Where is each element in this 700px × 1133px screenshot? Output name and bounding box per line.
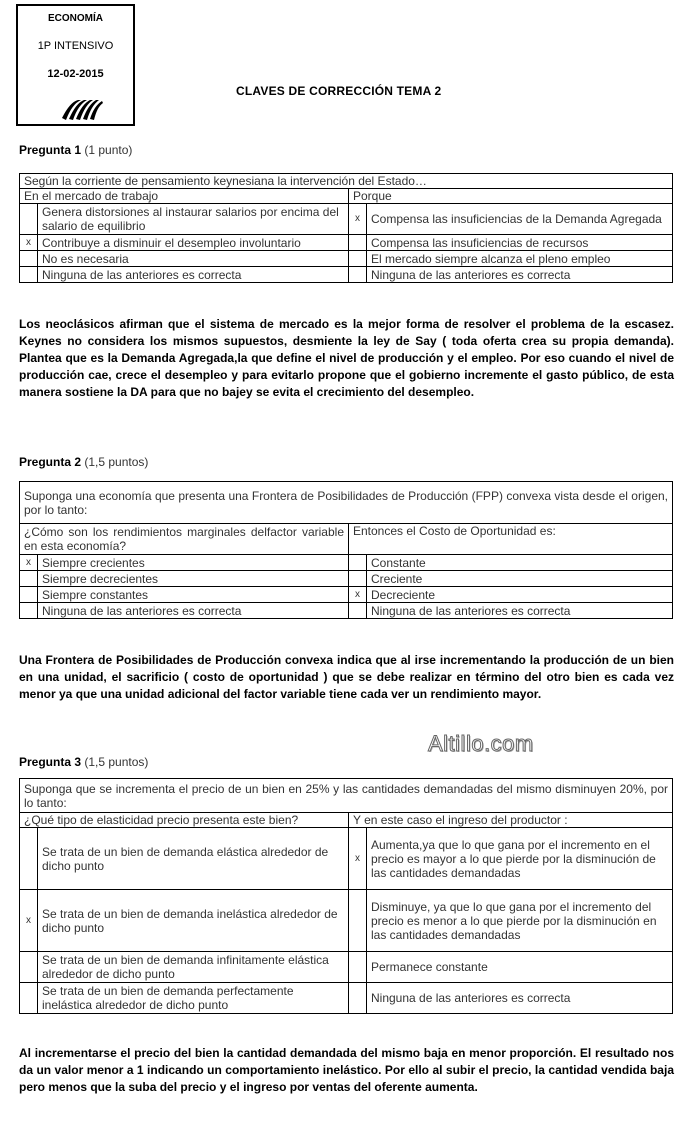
question-2-heading [19, 455, 148, 469]
answer-mark [20, 251, 38, 267]
question-2-col-right: Entonces el Costo de Oportunidad es: [349, 524, 673, 555]
answer-mark [20, 828, 38, 890]
course-label: 1P INTENSIVO [37, 40, 114, 52]
question-2-explanation: Una Frontera de Posibilidades de Producción convexa indica que al irse incrementando la producción de un bien en una unidad, el sacrificio ( costo de oportunidad ) que se debe realizar en término del otro bien es cada vez menor ya que una unidad adicional del factor variable tiene cada ver un rendimiento mayor. [19, 653, 674, 701]
question-1-points: (1 punto) [84, 143, 133, 157]
option-text: Decreciente [367, 587, 673, 603]
option-text: Se trata de un bien de demanda perfectamente inelástica alrededor de dicho punto [38, 983, 349, 1014]
option-text: Compensa las insuficiencias de recursos [367, 235, 673, 251]
option-text: Ninguna de las anteriores es correcta [38, 603, 349, 619]
answer-mark: x [349, 204, 367, 235]
option-text: Siempre constantes [38, 587, 349, 603]
answer-mark: x [20, 235, 38, 251]
question-2-col-left: ¿Cómo son los rendimientos marginales delfactor variable en esta economía? [20, 524, 349, 555]
question-2-label: Pregunta 2 [19, 455, 82, 469]
option-text: Disminuye, ya que lo que gana por el incremento del precio es menor a lo que pierde por la disminución en las cantidades demandadas [367, 890, 673, 952]
answer-mark: x [20, 890, 38, 952]
option-text: Ninguna de las anteriores es correcta [367, 983, 673, 1014]
question-1-col-right: Porque [349, 189, 673, 204]
question-3-col-left: ¿Qué tipo de elasticidad precio presenta este bien? [20, 813, 349, 828]
question-3-col-right: Y en este caso el ingreso del productor : [349, 813, 673, 828]
option-text: Contribuye a disminuir el desempleo involuntario [38, 235, 349, 251]
watermark-logo: Altillo.com [428, 731, 534, 756]
question-3-table [19, 778, 673, 1014]
option-text: Siempre crecientes [38, 555, 349, 571]
question-2-statement: Suponga una economía que presenta una Frontera de Posibilidades de Producción (FPP) convexa vista desde el origen, por lo tanto: [20, 482, 673, 524]
stripes-logo-icon [60, 98, 104, 122]
answer-mark: x [349, 587, 367, 603]
question-1-heading [19, 143, 132, 157]
answer-mark [349, 952, 367, 983]
option-text: Compensa las insuficiencias de la Demanda Agregada [367, 204, 673, 235]
answer-mark [349, 890, 367, 952]
option-text: Ninguna de las anteriores es correcta [367, 603, 673, 619]
option-text: No es necesaria [38, 251, 349, 267]
option-text: Siempre decrecientes [38, 571, 349, 587]
date-label: 12-02-2015 [47, 68, 104, 80]
document-title: CLAVES DE CORRECCIÓN TEMA 2 [236, 84, 442, 98]
question-3-statement: Suponga que se incrementa el precio de un bien en 25% y las cantidades demandadas del mismo disminuyen 20%, por lo tanto: [20, 779, 673, 813]
answer-mark [349, 603, 367, 619]
option-text: El mercado siempre alcanza el pleno empleo [367, 251, 673, 267]
answer-mark [349, 983, 367, 1014]
question-1-label: Pregunta 1 [19, 143, 82, 157]
option-text: Ninguna de las anteriores es correcta [38, 267, 349, 283]
answer-mark [20, 267, 38, 283]
option-text: Permanece constante [367, 952, 673, 983]
answer-mark [349, 571, 367, 587]
question-1-table [19, 173, 673, 283]
question-2-table [19, 481, 673, 619]
answer-mark [20, 603, 38, 619]
option-text: Aumenta,ya que lo que gana por el incremento en el precio es mayor a lo que pierde por la disminución de las cantidades demandadas [367, 828, 673, 890]
question-1-statement: Según la corriente de pensamiento keynesiana la intervención del Estado… [20, 174, 673, 189]
answer-mark [20, 983, 38, 1014]
answer-mark [20, 204, 38, 235]
answer-mark [349, 555, 367, 571]
option-text: Creciente [367, 571, 673, 587]
answer-mark [20, 571, 38, 587]
header-box [16, 4, 135, 126]
answer-mark [349, 267, 367, 283]
question-3-label: Pregunta 3 [19, 755, 82, 769]
answer-mark [349, 235, 367, 251]
option-text: Genera distorsiones al instaurar salarios por encima del salario de equilibrio [38, 204, 349, 235]
option-text: Ninguna de las anteriores es correcta [367, 267, 673, 283]
question-1-explanation: Los neoclásicos afirman que el sistema de mercado es la mejor forma de resolver el problema de la escasez. Keynes no considera los mismos supuestos, desmiente la ley de Say ( toda oferta crea su propia demanda). Plantea que es la Demanda Agregada,la que define el nivel de producción y el empleo. Por eso cuando el nivel de producción cae, crece el desempleo y para evitarlo propone que el gobierno incremente el gasto público, de esta manera sostiene la DA para que no bajey se evita el crecimiento del desempleo. [19, 317, 674, 399]
answer-mark [20, 587, 38, 603]
question-3-points: (1,5 puntos) [84, 755, 149, 769]
answer-mark [20, 952, 38, 983]
option-text: Se trata de un bien de demanda infinitamente elástica alrededor de dicho punto [38, 952, 349, 983]
question-3-heading [19, 755, 148, 769]
option-text: Constante [367, 555, 673, 571]
question-3-explanation: Al incrementarse el precio del bien la cantidad demandada del mismo baja en menor proporción. El resultado nos da un valor menor a 1 indicando un comportamiento inelástico. Por ello al subir el precio, la cantidad vendida baja pero menos que la suba del precio y el ingreso por ventas del oferente aumenta. [19, 1046, 674, 1094]
option-text: Se trata de un bien de demanda elástica alrededor de dicho punto [38, 828, 349, 890]
answer-mark: x [20, 555, 38, 571]
question-2-points: (1,5 puntos) [84, 455, 149, 469]
question-1-col-left: En el mercado de trabajo [20, 189, 349, 204]
answer-mark: x [349, 828, 367, 890]
answer-mark [349, 251, 367, 267]
option-text: Se trata de un bien de demanda inelástica alrededor de dicho punto [38, 890, 349, 952]
subject-label: ECONOMÍA [48, 13, 103, 24]
